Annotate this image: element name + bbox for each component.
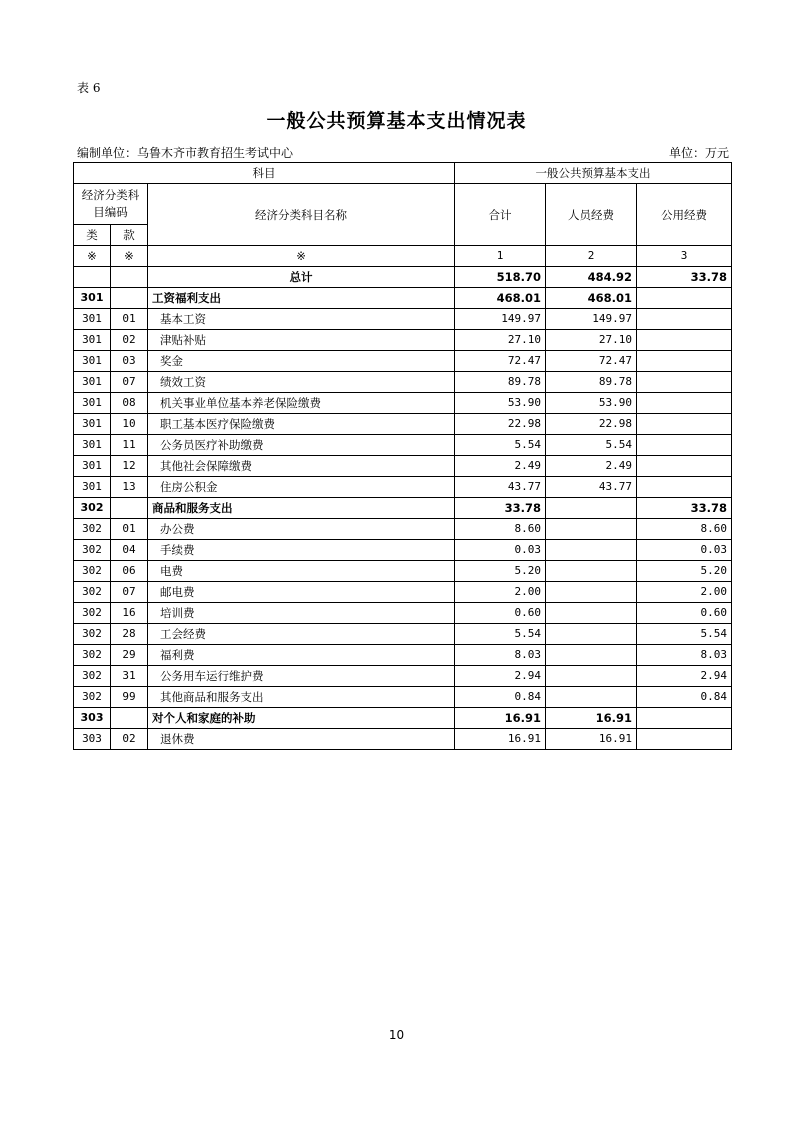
row-personnel <box>546 582 637 603</box>
mark-name: ※ <box>148 246 455 267</box>
row-public <box>637 351 732 372</box>
row-item-code: 10 <box>111 414 148 435</box>
row-name: 邮电费 <box>148 582 455 603</box>
page-number: 10 <box>388 1028 405 1042</box>
grand-total-row <box>74 267 732 288</box>
row-public <box>637 456 732 477</box>
header-name: 经济分类科目名称 <box>148 184 455 246</box>
row-item-code: 11 <box>111 435 148 456</box>
row-class-code: 303 <box>74 729 111 750</box>
table-row <box>74 645 732 666</box>
col-index-2: 2 <box>546 246 637 267</box>
header-public: 公用经费 <box>637 184 732 246</box>
row-class-code: 302 <box>74 561 111 582</box>
row-total: 8.60 <box>455 519 546 540</box>
header-total: 合计 <box>455 184 546 246</box>
row-name: 奖金 <box>148 351 455 372</box>
mark-class: ※ <box>74 246 111 267</box>
row-personnel: 27.10 <box>546 330 637 351</box>
table-row <box>74 603 732 624</box>
table-row <box>74 351 732 372</box>
header-expenditure: 一般公共预算基本支出 <box>455 163 732 184</box>
row-item-code: 07 <box>111 582 148 603</box>
row-personnel <box>546 645 637 666</box>
row-item-code: 29 <box>111 645 148 666</box>
row-class-code: 301 <box>74 477 111 498</box>
row-total: 5.54 <box>455 435 546 456</box>
row-item-code: 12 <box>111 456 148 477</box>
row-class-code: 301 <box>74 330 111 351</box>
row-public: 2.94 <box>637 666 732 687</box>
row-total: 89.78 <box>455 372 546 393</box>
row-public <box>637 288 732 309</box>
row-name: 津贴补贴 <box>148 330 455 351</box>
table-row <box>74 624 732 645</box>
row-total: 2.49 <box>455 456 546 477</box>
row-item-code: 01 <box>111 309 148 330</box>
row-total: 2.00 <box>455 582 546 603</box>
header-row-2 <box>74 184 732 225</box>
row-item-code <box>111 708 148 729</box>
row-name: 职工基本医疗保险缴费 <box>148 414 455 435</box>
row-personnel: 43.77 <box>546 477 637 498</box>
row-name: 手续费 <box>148 540 455 561</box>
row-public: 8.03 <box>637 645 732 666</box>
row-name: 对个人和家庭的补助 <box>148 708 455 729</box>
row-class-code: 302 <box>74 540 111 561</box>
row-total: 5.54 <box>455 624 546 645</box>
currency-unit: 单位：万元 <box>668 146 729 160</box>
row-personnel: 53.90 <box>546 393 637 414</box>
row-public: 33.78 <box>637 498 732 519</box>
row-public: 0.60 <box>637 603 732 624</box>
header-personnel: 人员经费 <box>546 184 637 246</box>
row-personnel <box>546 519 637 540</box>
row-item-code: 13 <box>111 477 148 498</box>
row-personnel: 22.98 <box>546 414 637 435</box>
table-row <box>74 729 732 750</box>
row-item-code: 31 <box>111 666 148 687</box>
table-row <box>74 666 732 687</box>
row-class-code: 302 <box>74 498 111 519</box>
table-row <box>74 435 732 456</box>
table-row <box>74 687 732 708</box>
row-class-code: 302 <box>74 624 111 645</box>
row-total: 0.03 <box>455 540 546 561</box>
row-class-code: 301 <box>74 288 111 309</box>
row-public <box>637 435 732 456</box>
row-public <box>637 330 732 351</box>
table-row <box>74 393 732 414</box>
row-name: 工会经费 <box>148 624 455 645</box>
row-class-code: 302 <box>74 645 111 666</box>
row-item-code: 02 <box>111 330 148 351</box>
header-row-1 <box>74 163 732 184</box>
row-personnel: 468.01 <box>546 288 637 309</box>
row-class-code: 301 <box>74 351 111 372</box>
row-total: 53.90 <box>455 393 546 414</box>
row-name: 培训费 <box>148 603 455 624</box>
row-total: 8.03 <box>455 645 546 666</box>
header-code-group: 经济分类科目编码 <box>74 184 148 225</box>
row-item-code: 28 <box>111 624 148 645</box>
table-row <box>74 330 732 351</box>
table-row <box>74 309 732 330</box>
row-item-code: 16 <box>111 603 148 624</box>
row-personnel <box>546 603 637 624</box>
row-total: 16.91 <box>455 708 546 729</box>
row-item-code: 99 <box>111 687 148 708</box>
row-class-code: 301 <box>74 456 111 477</box>
row-public: 8.60 <box>637 519 732 540</box>
table-row <box>74 519 732 540</box>
row-item-code: 01 <box>111 519 148 540</box>
row-class-code: 302 <box>74 666 111 687</box>
row-item-code <box>111 498 148 519</box>
table-row <box>74 477 732 498</box>
table-row <box>74 561 732 582</box>
row-personnel: 2.49 <box>546 456 637 477</box>
header-row-4 <box>74 246 732 267</box>
mark-item: ※ <box>111 246 148 267</box>
row-personnel: 5.54 <box>546 435 637 456</box>
row-name: 住房公积金 <box>148 477 455 498</box>
row-total: 0.60 <box>455 603 546 624</box>
row-public: 2.00 <box>637 582 732 603</box>
row-name: 公务员医疗补助缴费 <box>148 435 455 456</box>
table-row <box>74 372 732 393</box>
row-total: 0.84 <box>455 687 546 708</box>
table-row <box>74 456 732 477</box>
row-item-code: 06 <box>111 561 148 582</box>
row-name: 其他社会保障缴费 <box>148 456 455 477</box>
row-personnel <box>546 540 637 561</box>
header-item: 款 <box>111 225 148 246</box>
grand-total-label: 总计 <box>148 267 455 288</box>
row-public <box>637 372 732 393</box>
row-name: 电费 <box>148 561 455 582</box>
row-item-code: 02 <box>111 729 148 750</box>
row-name: 工资福利支出 <box>148 288 455 309</box>
row-name: 退休费 <box>148 729 455 750</box>
row-total: 468.01 <box>455 288 546 309</box>
row-class-code: 302 <box>74 519 111 540</box>
row-public <box>637 309 732 330</box>
row-personnel <box>546 666 637 687</box>
row-class-code: 302 <box>74 687 111 708</box>
row-class-code: 301 <box>74 414 111 435</box>
table-row <box>74 498 732 519</box>
row-name: 办公费 <box>148 519 455 540</box>
grand-total-class <box>74 267 111 288</box>
row-item-code <box>111 288 148 309</box>
row-total: 72.47 <box>455 351 546 372</box>
row-class-code: 302 <box>74 603 111 624</box>
row-public <box>637 393 732 414</box>
table-row <box>74 582 732 603</box>
grand-total-total: 518.70 <box>455 267 546 288</box>
page-title: 一般公共预算基本支出情况表 <box>266 110 527 132</box>
row-total: 22.98 <box>455 414 546 435</box>
row-item-code: 07 <box>111 372 148 393</box>
row-total: 33.78 <box>455 498 546 519</box>
row-total: 2.94 <box>455 666 546 687</box>
row-personnel <box>546 687 637 708</box>
row-class-code: 303 <box>74 708 111 729</box>
row-public <box>637 708 732 729</box>
row-public <box>637 414 732 435</box>
row-public: 0.03 <box>637 540 732 561</box>
expenditure-table <box>73 162 732 750</box>
row-name: 公务用车运行维护费 <box>148 666 455 687</box>
row-personnel: 149.97 <box>546 309 637 330</box>
row-total: 43.77 <box>455 477 546 498</box>
row-personnel <box>546 624 637 645</box>
row-name: 其他商品和服务支出 <box>148 687 455 708</box>
row-class-code: 301 <box>74 309 111 330</box>
row-name: 商品和服务支出 <box>148 498 455 519</box>
header-class: 类 <box>74 225 111 246</box>
row-name: 福利费 <box>148 645 455 666</box>
row-public: 5.54 <box>637 624 732 645</box>
grand-total-public: 33.78 <box>637 267 732 288</box>
header-subject: 科目 <box>74 163 455 184</box>
row-class-code: 302 <box>74 582 111 603</box>
col-index-1: 1 <box>455 246 546 267</box>
row-public: 0.84 <box>637 687 732 708</box>
row-personnel: 16.91 <box>546 708 637 729</box>
row-total: 149.97 <box>455 309 546 330</box>
row-item-code: 03 <box>111 351 148 372</box>
row-class-code: 301 <box>74 393 111 414</box>
grand-total-item <box>111 267 148 288</box>
row-class-code: 301 <box>74 435 111 456</box>
row-name: 机关事业单位基本养老保险缴费 <box>148 393 455 414</box>
row-total: 5.20 <box>455 561 546 582</box>
table-row <box>74 540 732 561</box>
row-public <box>637 729 732 750</box>
table-row <box>74 414 732 435</box>
grand-total-personnel: 484.92 <box>546 267 637 288</box>
row-personnel <box>546 498 637 519</box>
row-public: 5.20 <box>637 561 732 582</box>
row-personnel: 72.47 <box>546 351 637 372</box>
row-public <box>637 477 732 498</box>
col-index-3: 3 <box>637 246 732 267</box>
row-personnel: 16.91 <box>546 729 637 750</box>
row-item-code: 04 <box>111 540 148 561</box>
row-personnel <box>546 561 637 582</box>
row-name: 绩效工资 <box>148 372 455 393</box>
row-item-code: 08 <box>111 393 148 414</box>
row-personnel: 89.78 <box>546 372 637 393</box>
compiling-unit: 编制单位：乌鲁木齐市教育招生考试中心 <box>77 146 294 160</box>
table-row <box>74 288 732 309</box>
row-class-code: 301 <box>74 372 111 393</box>
table-number: 表 6 <box>77 81 101 95</box>
row-name: 基本工资 <box>148 309 455 330</box>
row-total: 16.91 <box>455 729 546 750</box>
row-total: 27.10 <box>455 330 546 351</box>
table-row <box>74 708 732 729</box>
